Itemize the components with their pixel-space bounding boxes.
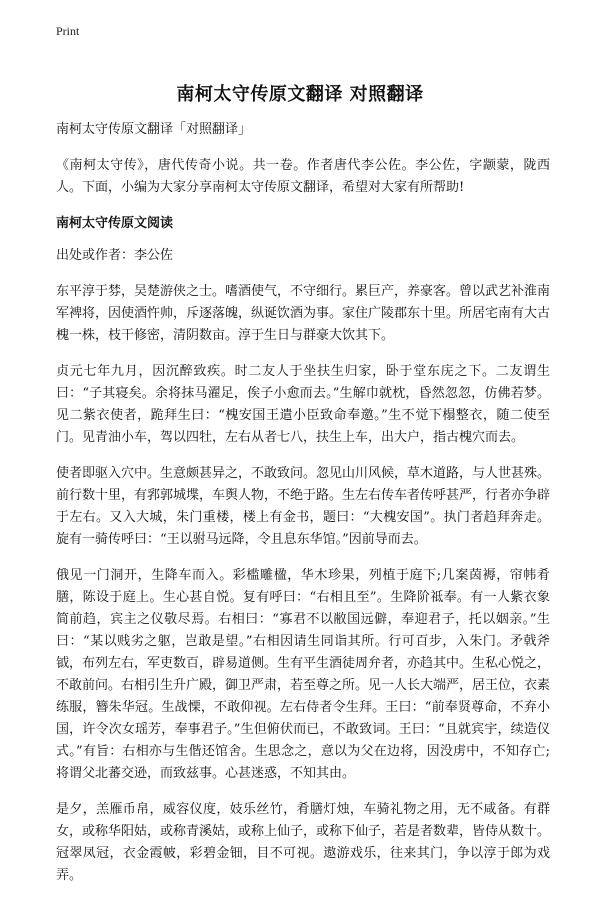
article-body	[56, 119, 550, 901]
print-link[interactable]: Print	[56, 24, 80, 38]
subtitle-line: 南柯太守传原文翻译「对照翻译」	[56, 122, 252, 137]
page-title: 南柯太守传原文翻译 对照翻译	[176, 84, 424, 105]
paragraph-2: 贞元七年九月，因沉醉致疾。时二友人于坐扶生归家，卧于堂东庑之下。二友谓生曰：“子其寝矣。余将抹马濯足，俟子小愈而去。”生解巾就枕，昏然忽忽，仿佛若梦。见二紫衣使者，跪拜生曰：“槐安国王遣小臣致命奉邀。”生不觉下榻整衣，随二使至门。见青油小车，驾以四牡，左右从者七八，扶生上车，出大户，指古槐穴而去。	[56, 364, 550, 445]
section-heading: 南柯太守传原文阅读	[56, 216, 174, 231]
paragraph-4: 俄见一门洞开，生降车而入。彩槛雕楹，华木珍果，列植于庭下;几案茵褥，帘帏肴膳，陈设于庭上。生心甚自悦。复有呼曰：“右相且至”。生降阶祗奉。有一人紫衣象简前趋，宾主之仪敬尽焉。右相曰：“寡君不以敝国远僻，奉迎君子，托以姻亲。”生曰：“某以贱劣之躯，岂敢是望。”右相因请生同诣其所。行可百步，入朱门。矛戟斧钺，布列左右，军吏数百，辟易道侧。生有平生酒徒周弁者，亦趋其中。生私心悦之，不敢前问。右相引生升广殿，御卫严肃，若至尊之所。见一人长大端严，居王位，衣素练服，簪朱华冠。生战慄，不敢仰视。左右侍者令生拜。王曰：“前奉贤尊命，不弃小国，许令次女瑶芳，奉事君子。”生但俯伏而已，不敢致词。王曰：“且就宾宇，续造仪式。”有旨：右相亦与生偕还馆舍。生思念之，意以为父在边将，因没虏中，不知存亡;将谓父北蕃交逊，而致兹事。心甚迷惑，不知其由。	[56, 568, 551, 781]
paragraph-5: 是夕，羔雁币帛，威容仪度，妓乐丝竹，肴膳灯烛，车骑礼物之用，无不咸备。有群女，或称华阳姑，或称青溪姑，或称上仙子，或称下仙子，若是者数辈，皆侍从数十。冠翠凤冠，衣金霞帔，彩碧金钿，目不可视。遨游戏乐，往来其门，争以淳于郎为戏弄。	[56, 802, 551, 883]
source-line: 出处或作者：李公佐	[56, 248, 174, 263]
paragraph-1: 东平淳于棼，吴楚游侠之士。嗜酒使气，不守细行。累巨产，养豪客。曾以武艺补淮南军裨将，因使酒忤帅，斥逐落魄，纵诞饮酒为事。家住广陵郡东十里。所居宅南有大古槐一株，枝干修密，清阴数亩。淳于生日与群豪大饮其下。	[56, 284, 551, 343]
paragraph-3: 使者即驱入穴中。生意颇甚异之，不敢致问。忽见山川风候，草木道路，与人世甚殊。前行数十里，有郛郭城堞，车舆人物，不绝于路。生左右传车者传呼甚严，行者亦争辟于左右。又入大城，朱门重楼，楼上有金书，题曰：“大槐安国”。执门者趋拜奔走。旋有一骑传呼曰：“王以驸马远降，令且息东华馆。”因前导而去。	[56, 466, 551, 547]
intro-paragraph: 《南柯太守传》，唐代传奇小说。共一卷。作者唐代李公佐。李公佐，字颛蒙，陇西人。下面，小编为大家分享南柯太守传原文翻译，希望对大家有所帮助!	[56, 158, 550, 195]
